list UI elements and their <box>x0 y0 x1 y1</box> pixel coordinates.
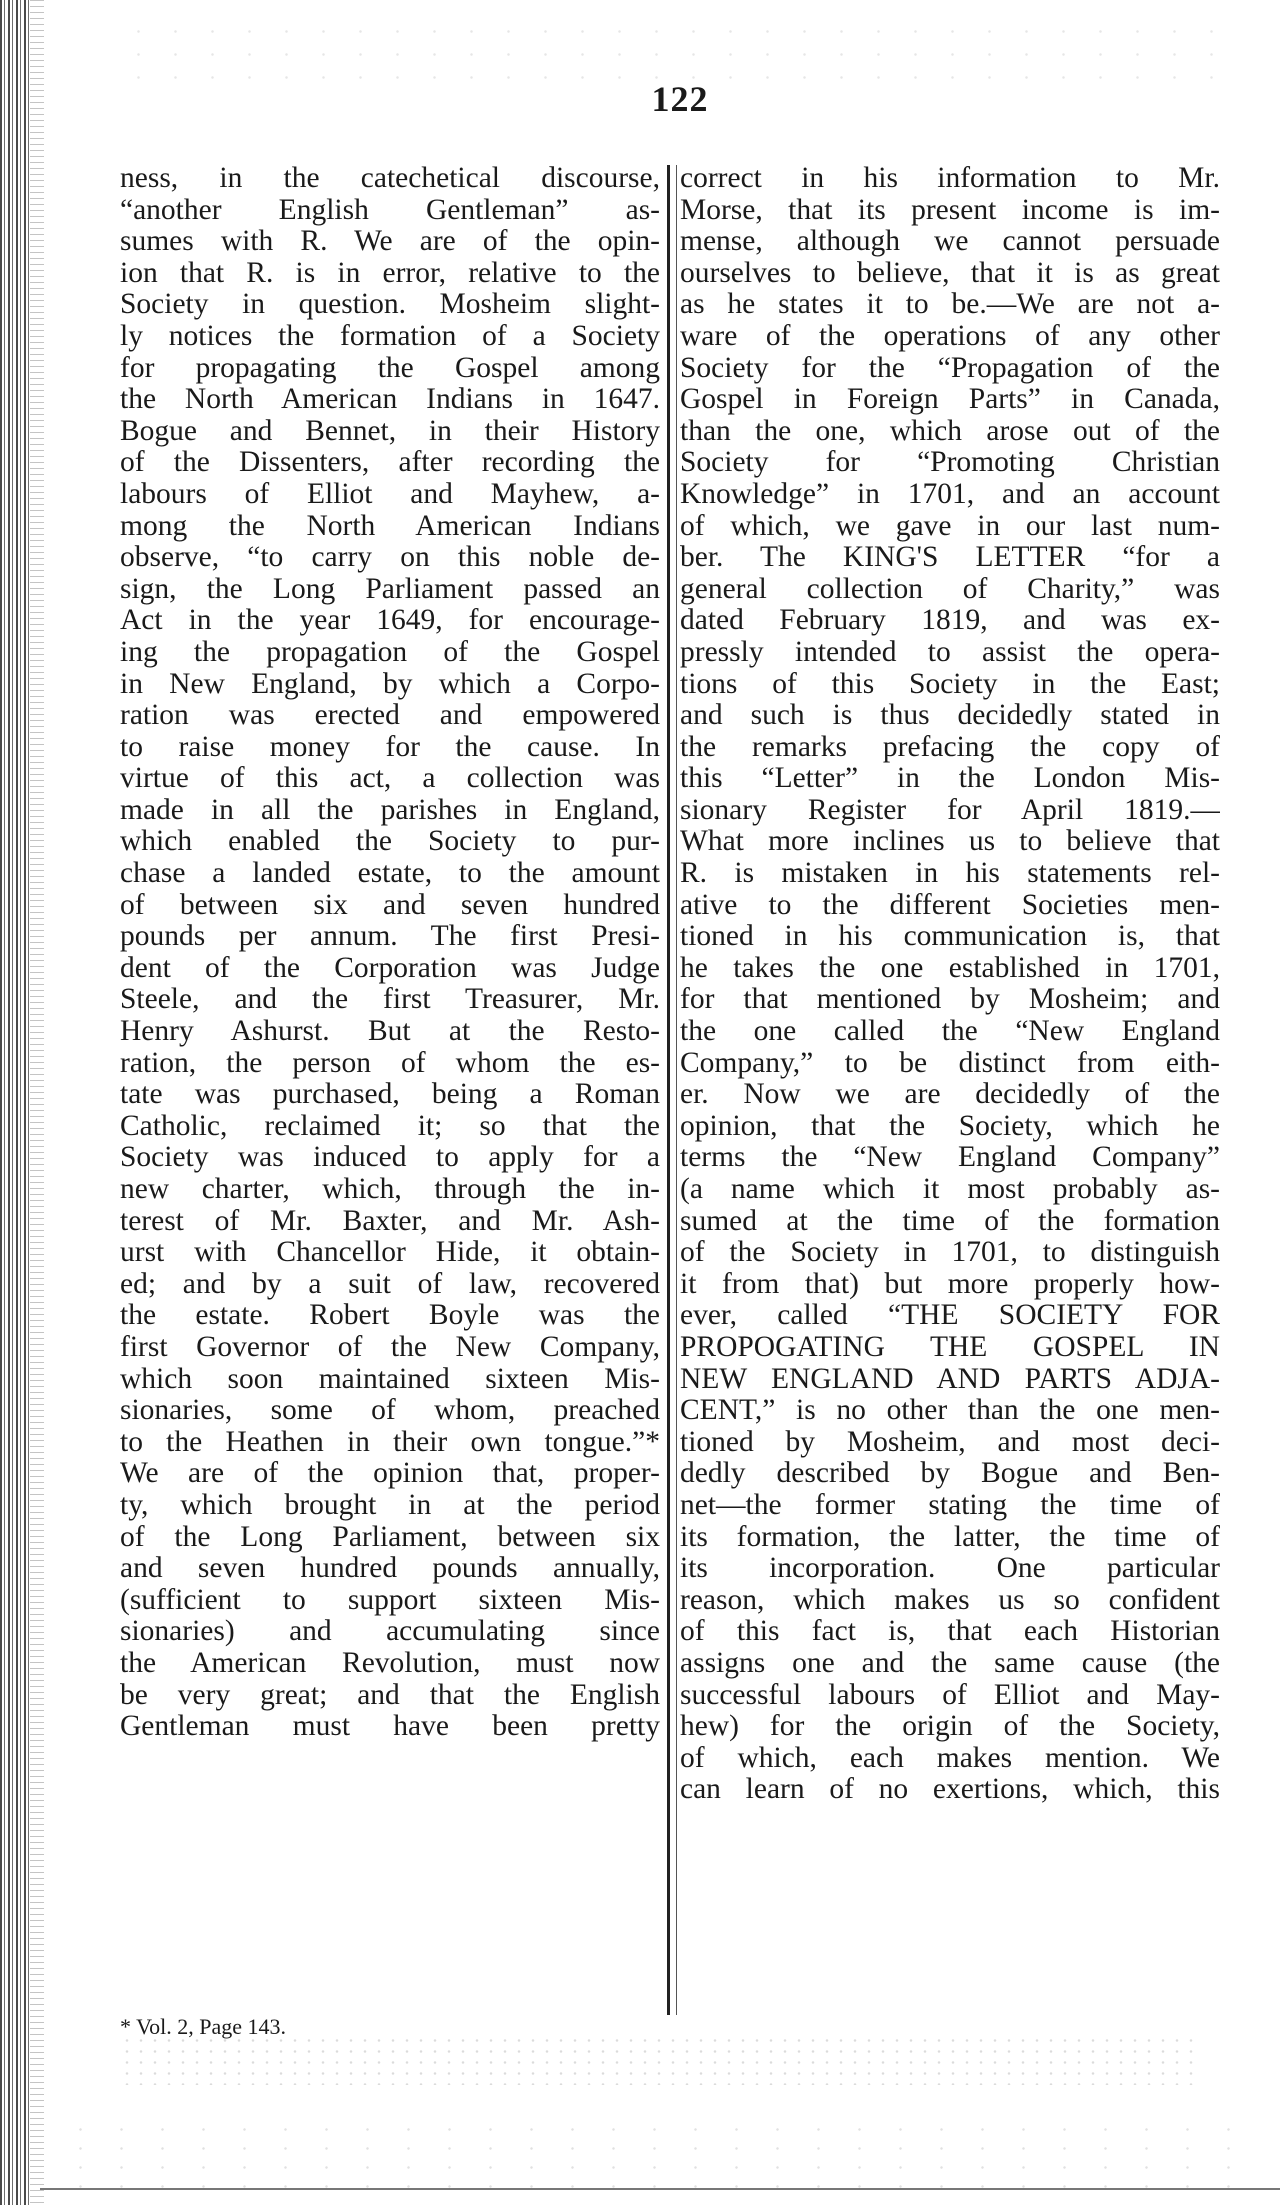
text-line: Bogue and Bennet, in their History <box>120 415 660 447</box>
text-line: the estate. Robert Boyle was the <box>120 1300 660 1332</box>
text-line: sionaries) and accumulating since <box>120 1616 660 1648</box>
text-line: tioned by Mosheim, and most deci- <box>680 1426 1220 1458</box>
text-line: can learn of no exertions, which, this <box>680 1774 1220 1806</box>
text-line: dated February 1819, and was ex- <box>680 605 1220 637</box>
text-line: Knowledge” in 1701, and an account <box>680 478 1220 510</box>
text-line: new charter, which, through the in- <box>120 1174 660 1205</box>
text-line: to raise money for the cause. In <box>120 731 660 763</box>
print-speckle-footer <box>120 2035 1200 2085</box>
text-line: mense, although we cannot persuade <box>680 226 1220 258</box>
text-line: of this fact is, that each Historian <box>680 1616 1220 1648</box>
text-line: Society for the “Propagation of the <box>680 352 1220 384</box>
text-line: he takes the one established in 1701, <box>680 952 1220 984</box>
text-line: reason, which makes us so confident <box>680 1584 1220 1616</box>
text-line: its formation, the latter, the time of <box>680 1521 1220 1553</box>
text-line: Society for “Promoting Christian <box>680 447 1220 479</box>
text-line: urst with Chancellor Hide, it obtain- <box>120 1237 660 1269</box>
text-line: labours of Elliot and Mayhew, a- <box>120 478 660 510</box>
text-line: ness, in the catechetical discourse, <box>120 163 660 194</box>
text-line: of between six and seven hundred <box>120 889 660 921</box>
text-line: Steele, and the first Treasurer, Mr. <box>120 984 660 1016</box>
text-line: ative to the different Societies men- <box>680 889 1220 921</box>
text-line: for propagating the Gospel among <box>120 352 660 384</box>
print-speckle-bottom <box>60 2120 1260 2190</box>
page-binding-edge <box>0 0 30 2205</box>
text-line: Act in the year 1649, for encourage- <box>120 605 660 637</box>
text-line: observe, “to carry on this noble de- <box>120 542 660 574</box>
text-line: Catholic, reclaimed it; so that the <box>120 1110 660 1142</box>
text-line: Morse, that its present income is im- <box>680 194 1220 226</box>
text-line: of the Long Parliament, between six <box>120 1521 660 1553</box>
text-line: it from that) but more properly how- <box>680 1268 1220 1300</box>
text-line: than the one, which arose out of the <box>680 415 1220 447</box>
column-divider-rule-thin <box>676 165 677 2015</box>
text-line: of which, we gave in our last num- <box>680 510 1220 542</box>
text-line: Society in question. Mosheim slight- <box>120 289 660 321</box>
text-line: ever, called “THE SOCIETY FOR <box>680 1300 1220 1332</box>
text-line: ourselves to believe, that it is as great <box>680 257 1220 289</box>
text-line: this “Letter” in the London Mis- <box>680 763 1220 795</box>
text-line: Henry Ashurst. But at the Resto- <box>120 1016 660 1048</box>
text-line: net—the former stating the time of <box>680 1489 1220 1521</box>
text-line: ing the propagation of the Gospel <box>120 636 660 668</box>
text-line: chase a landed estate, to the amount <box>120 858 660 890</box>
text-line: (sufficient to support sixteen Mis- <box>120 1584 660 1616</box>
text-line: ration was erected and empowered <box>120 700 660 732</box>
text-line: sumed at the time of the formation <box>680 1205 1220 1237</box>
text-line: Company,” to be distinct from eith- <box>680 1047 1220 1079</box>
text-line: which soon maintained sixteen Mis- <box>120 1363 660 1395</box>
text-line: pressly intended to assist the opera- <box>680 636 1220 668</box>
text-line: ber. The KING'S LETTER “for a <box>680 542 1220 574</box>
text-line: first Governor of the New Company, <box>120 1331 660 1363</box>
text-line: (a name which it most probably as- <box>680 1174 1220 1205</box>
text-line: virtue of this act, a collection was <box>120 763 660 795</box>
text-line: which enabled the Society to pur- <box>120 826 660 858</box>
text-line: the North American Indians in 1647. <box>120 384 660 416</box>
text-line: ion that R. is in error, relative to the <box>120 257 660 289</box>
text-line: dent of the Corporation was Judge <box>120 952 660 984</box>
print-speckle-top <box>120 20 1220 80</box>
page-number: 122 <box>651 79 709 119</box>
text-line: its incorporation. One particular <box>680 1553 1220 1585</box>
text-line: PROPOGATING THE GOSPEL IN <box>680 1331 1220 1363</box>
text-line: be very great; and that the English <box>120 1679 660 1711</box>
text-line: correct in his information to Mr. <box>680 163 1220 194</box>
text-line: tate was purchased, being a Roman <box>120 1079 660 1111</box>
text-line: terest of Mr. Baxter, and Mr. Ash- <box>120 1205 660 1237</box>
text-line: ty, which brought in at the period <box>120 1489 660 1521</box>
text-line: of which, each makes mention. We <box>680 1742 1220 1774</box>
text-line: pounds per annum. The first Presi- <box>120 921 660 953</box>
text-line: of the Dissenters, after recording the <box>120 447 660 479</box>
text-line: assigns one and the same cause (the <box>680 1647 1220 1679</box>
text-line: Gentleman must have been pretty <box>120 1711 660 1743</box>
text-line: and seven hundred pounds annually, <box>120 1553 660 1585</box>
text-line: made in all the parishes in England, <box>120 794 660 826</box>
right-text-column <box>680 163 1220 1806</box>
text-line: the one called the “New England <box>680 1016 1220 1048</box>
text-line: in New England, by which a Corpo- <box>120 668 660 700</box>
text-line: ed; and by a suit of law, recovered <box>120 1268 660 1300</box>
text-line: tioned in his communication is, that <box>680 921 1220 953</box>
text-line: Society was induced to apply for a <box>120 1142 660 1174</box>
text-line: as he states it to be.—We are not a- <box>680 289 1220 321</box>
text-line: terms the “New England Company” <box>680 1142 1220 1174</box>
text-line: sionary Register for April 1819.— <box>680 794 1220 826</box>
text-line: NEW ENGLAND AND PARTS ADJA- <box>680 1363 1220 1395</box>
column-divider-rule <box>667 165 670 2015</box>
text-line: Gospel in Foreign Parts” in Canada, <box>680 384 1220 416</box>
text-line: We are of the opinion that, proper- <box>120 1458 660 1490</box>
text-line: tions of this Society in the East; <box>680 668 1220 700</box>
text-line: successful labours of Elliot and May- <box>680 1679 1220 1711</box>
footnote: * Vol. 2, Page 143. <box>120 2014 287 2039</box>
page-binding-shadow <box>30 0 44 2205</box>
left-text-column <box>120 163 660 1743</box>
text-line: What more inclines us to believe that <box>680 826 1220 858</box>
text-line: sign, the Long Parliament passed an <box>120 573 660 605</box>
text-line: sumes with R. We are of the opin- <box>120 226 660 258</box>
text-line: er. Now we are decidedly of the <box>680 1079 1220 1111</box>
text-line: for that mentioned by Mosheim; and <box>680 984 1220 1016</box>
text-line: R. is mistaken in his statements rel- <box>680 858 1220 890</box>
text-line: hew) for the origin of the Society, <box>680 1711 1220 1743</box>
text-line: CENT,” is no other than the one men- <box>680 1395 1220 1427</box>
text-line: and such is thus decidedly stated in <box>680 700 1220 732</box>
text-line: the remarks prefacing the copy of <box>680 731 1220 763</box>
page-bottom-edge <box>40 2188 1280 2190</box>
text-line: the American Revolution, must now <box>120 1647 660 1679</box>
text-line: opinion, that the Society, which he <box>680 1110 1220 1142</box>
text-line: to the Heathen in their own tongue.”* <box>120 1426 660 1458</box>
text-line: ware of the operations of any other <box>680 320 1220 352</box>
text-line: ration, the person of whom the es- <box>120 1047 660 1079</box>
text-line: general collection of Charity,” was <box>680 573 1220 605</box>
text-line: “another English Gentleman” as- <box>120 194 660 226</box>
text-line: sionaries, some of whom, preached <box>120 1395 660 1427</box>
text-line: of the Society in 1701, to distinguish <box>680 1237 1220 1269</box>
text-line: ly notices the formation of a Society <box>120 320 660 352</box>
text-line: dedly described by Bogue and Ben- <box>680 1458 1220 1490</box>
text-line: mong the North American Indians <box>120 510 660 542</box>
